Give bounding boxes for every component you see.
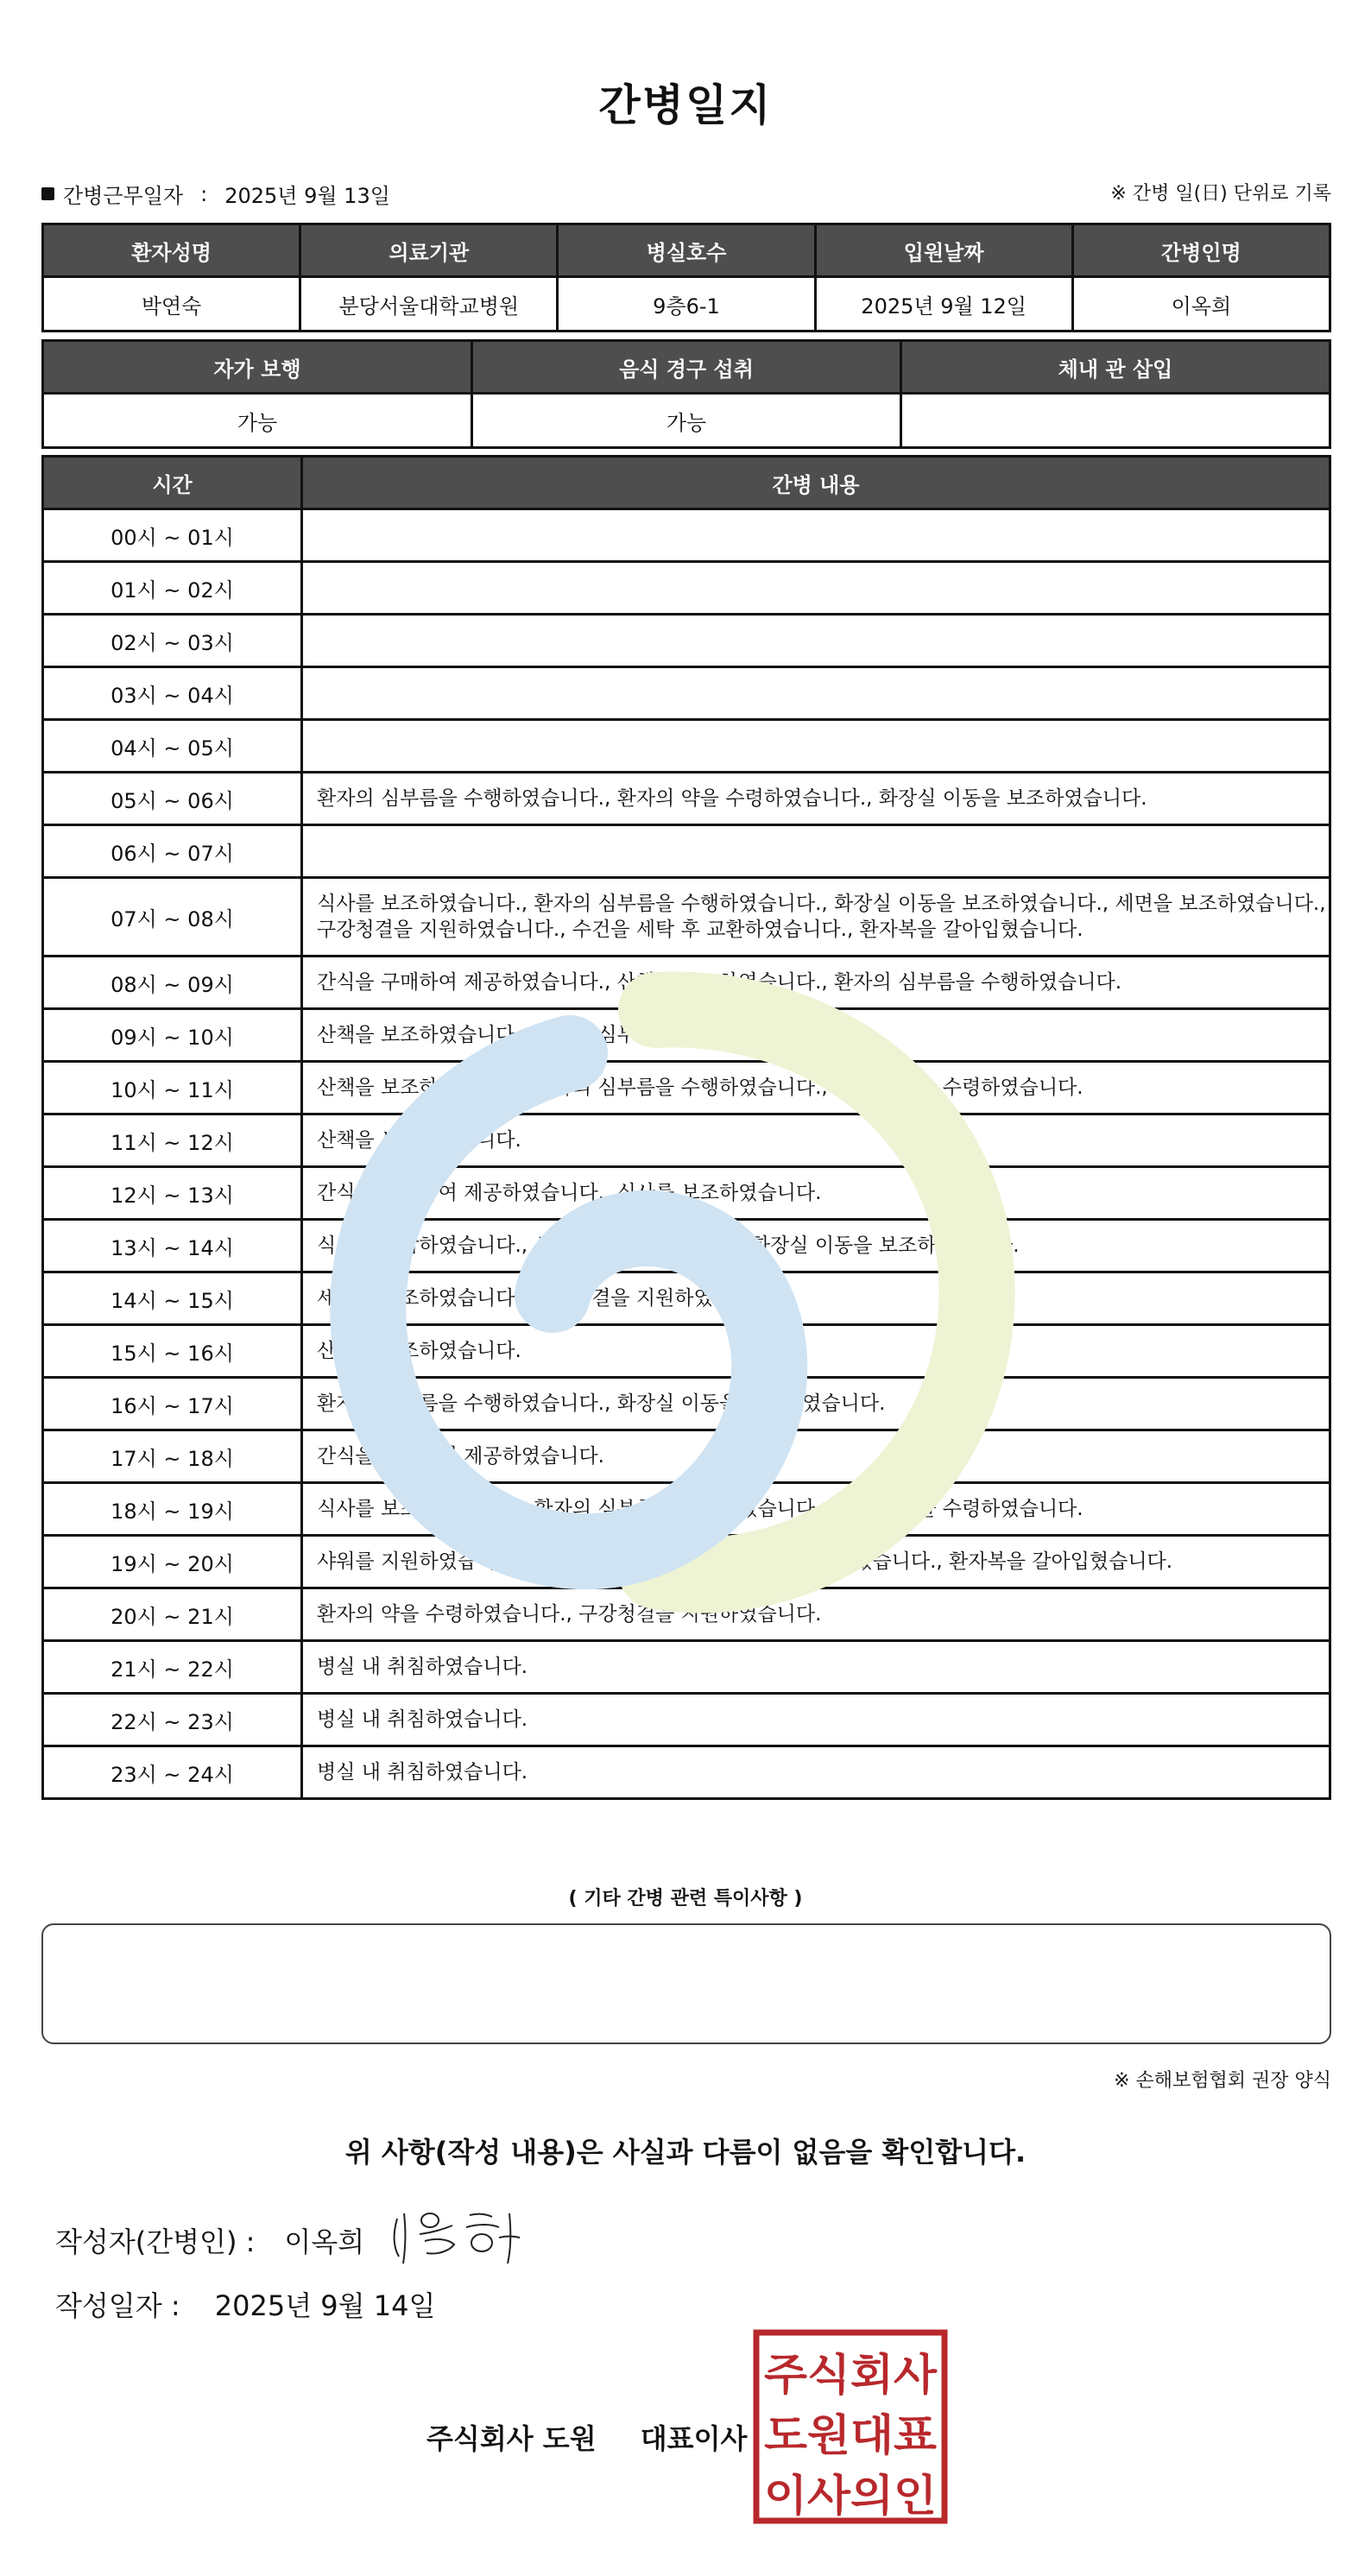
work-date-value: 2025년 9월 13일 — [224, 184, 390, 208]
care-content-cell: 병실 내 취침하였습니다. — [302, 1746, 1330, 1799]
care-content-cell: 간식을 구매하여 제공하였습니다. — [302, 1430, 1330, 1483]
handwritten-signature — [380, 2203, 544, 2269]
care-log-row — [43, 1536, 1330, 1588]
work-date-line — [41, 179, 390, 209]
care-log-row — [43, 1746, 1330, 1799]
care-log-row — [43, 1694, 1330, 1746]
work-date-separator: : — [200, 181, 208, 206]
tube-insertion-value — [901, 394, 1330, 448]
write-date-line — [55, 2284, 435, 2324]
care-content-cell — [302, 615, 1330, 667]
care-content-cell: 식기를 반납하였습니다., 산책을 보조하였습니다., 화장실 이동을 보조하였습니다. — [302, 1220, 1330, 1272]
care-content-cell: 환자의 심부름을 수행하였습니다., 화장실 이동을 보조하였습니다. — [302, 1378, 1330, 1430]
header-oral-intake: 음식 경구 섭취 — [472, 341, 901, 394]
care-content-cell: 병실 내 취침하였습니다. — [302, 1641, 1330, 1694]
care-log-row — [43, 720, 1330, 773]
writer-name: 이옥희 — [284, 2226, 365, 2258]
header-care-content: 간병 내용 — [302, 457, 1330, 509]
document-title: 간병일지 — [598, 80, 773, 130]
special-notes-title: ( 기타 간병 관련 특이사항 ) — [568, 1888, 803, 1910]
care-log-row — [43, 1272, 1330, 1325]
care-log-row — [43, 825, 1330, 878]
care-log-row — [43, 1220, 1330, 1272]
company-line — [426, 2417, 747, 2457]
care-content-cell: 세면을 보조하였습니다., 구강청결을 지원하였습니다. — [302, 1272, 1330, 1325]
patient-status-header-row — [43, 341, 1330, 394]
care-log-row — [43, 1378, 1330, 1430]
care-log-header-row — [43, 457, 1330, 509]
care-content-cell: 산책을 보조하였습니다., 환자의 심부름을 수행하였습니다., 환자의 약을 수령하였습니다. — [302, 1062, 1330, 1114]
caregiver-name: 이옥희 — [1072, 277, 1330, 331]
writer-label: 작성자(간병인) : — [55, 2226, 256, 2258]
care-time-cell: 17시 ~ 18시 — [43, 1430, 302, 1483]
header-room: 병실호수 — [558, 224, 815, 277]
care-time-cell: 19시 ~ 20시 — [43, 1536, 302, 1588]
svg-text:주식회사: 주식회사 — [764, 2350, 938, 2400]
room-number: 9층6-1 — [558, 277, 815, 331]
care-log-row — [43, 509, 1330, 562]
bullet-square-icon — [41, 187, 54, 200]
care-log-row — [43, 1167, 1330, 1220]
care-time-cell: 01시 ~ 02시 — [43, 562, 302, 615]
admission-date: 2025년 9월 12일 — [815, 277, 1072, 331]
care-time-cell: 03시 ~ 04시 — [43, 667, 302, 720]
care-time-cell: 07시 ~ 08시 — [43, 878, 302, 957]
header-hospital: 의료기관 — [300, 224, 558, 277]
association-form-note: ※ 손해보험협회 권장 양식 — [1114, 2070, 1331, 2092]
care-time-cell: 10시 ~ 11시 — [43, 1062, 302, 1114]
care-content-cell: 간식을 구매하여 제공하였습니다., 산책을 보조하였습니다., 환자의 심부름을 수행하였습니다. — [302, 957, 1330, 1009]
svg-text:이사의인: 이사의인 — [764, 2471, 937, 2521]
care-time-cell: 02시 ~ 03시 — [43, 615, 302, 667]
care-time-cell: 15시 ~ 16시 — [43, 1325, 302, 1378]
care-time-cell: 23시 ~ 24시 — [43, 1746, 302, 1799]
special-notes-box — [41, 1923, 1331, 2044]
care-time-cell: 06시 ~ 07시 — [43, 825, 302, 878]
care-time-cell: 13시 ~ 14시 — [43, 1220, 302, 1272]
care-content-cell: 병실 내 취침하였습니다. — [302, 1694, 1330, 1746]
care-time-cell: 09시 ~ 10시 — [43, 1009, 302, 1062]
care-content-cell: 산책을 보조하였습니다., 환자의 심부름을 수행하였습니다. — [302, 1009, 1330, 1062]
care-content-cell: 식사를 보조하였습니다., 환자의 심부름을 수행하였습니다., 환자의 약을 수령하였습니다. — [302, 1483, 1330, 1536]
care-log-table — [41, 455, 1331, 1800]
care-log-row — [43, 1009, 1330, 1062]
care-time-cell: 08시 ~ 09시 — [43, 957, 302, 1009]
oral-intake-value: 가능 — [472, 394, 901, 448]
self-walking-value: 가능 — [43, 394, 472, 448]
care-time-cell: 04시 ~ 05시 — [43, 720, 302, 773]
patient-name: 박연숙 — [43, 277, 300, 331]
care-log-row — [43, 615, 1330, 667]
care-content-cell: 환자의 심부름을 수행하였습니다., 환자의 약을 수령하였습니다., 화장실 이동을 보조하였습니다. — [302, 773, 1330, 825]
care-time-cell: 21시 ~ 22시 — [43, 1641, 302, 1694]
care-time-cell: 11시 ~ 12시 — [43, 1114, 302, 1167]
care-content-cell — [302, 720, 1330, 773]
patient-status-value-row — [43, 394, 1330, 448]
header-tube-insertion: 체내 관 삽입 — [901, 341, 1330, 394]
care-time-cell: 16시 ~ 17시 — [43, 1378, 302, 1430]
care-log-row — [43, 667, 1330, 720]
care-log-row — [43, 1430, 1330, 1483]
care-time-cell: 14시 ~ 15시 — [43, 1272, 302, 1325]
care-log-row — [43, 878, 1330, 957]
write-date-value: 2025년 9월 14일 — [214, 2289, 436, 2322]
company-seal-stamp — [753, 2329, 948, 2524]
care-content-cell — [302, 562, 1330, 615]
care-log-row — [43, 1114, 1330, 1167]
care-content-cell: 산책을 보조하였습니다. — [302, 1114, 1330, 1167]
care-time-cell: 20시 ~ 21시 — [43, 1588, 302, 1641]
patient-status-table — [41, 339, 1331, 449]
svg-text:도원대표: 도원대표 — [764, 2410, 938, 2460]
patient-info-header-row — [43, 224, 1330, 277]
care-time-cell: 18시 ~ 19시 — [43, 1483, 302, 1536]
header-patient-name: 환자성명 — [43, 224, 300, 277]
care-time-cell: 12시 ~ 13시 — [43, 1167, 302, 1220]
care-log-row — [43, 957, 1330, 1009]
header-caregiver-name: 간병인명 — [1072, 224, 1330, 277]
work-date-label: 간병근무일자 — [63, 184, 184, 208]
patient-info-value-row — [43, 277, 1330, 331]
care-content-cell — [302, 509, 1330, 562]
patient-info-table — [41, 223, 1331, 332]
writer-line — [55, 2220, 364, 2260]
care-time-cell: 22시 ~ 23시 — [43, 1694, 302, 1746]
care-log-row — [43, 1641, 1330, 1694]
company-ceo-title: 대표이사 — [640, 2422, 748, 2455]
confirmation-statement: 위 사항(작성 내용)은 사실과 다름이 없음을 확인합니다. — [344, 2136, 1027, 2169]
care-log-row — [43, 1588, 1330, 1641]
care-content-cell: 식사를 보조하였습니다., 환자의 심부름을 수행하였습니다., 화장실 이동을 보조하였습니다., 세면을 보조하였습니다., 구강청결을 지원하였습니다., 수건을 세탁 후 교환하였습니다., 환자복을 갈아입혔습니다. — [302, 878, 1330, 957]
care-content-cell — [302, 825, 1330, 878]
header-self-walking: 자가 보행 — [43, 341, 472, 394]
header-time: 시간 — [43, 457, 302, 509]
care-content-cell: 산책을 보조하였습니다. — [302, 1325, 1330, 1378]
care-content-cell: 환자의 약을 수령하였습니다., 구강청결을 지원하였습니다. — [302, 1588, 1330, 1641]
write-date-label: 작성일자 : — [55, 2289, 180, 2322]
care-content-cell — [302, 667, 1330, 720]
care-log-row — [43, 562, 1330, 615]
hospital-name: 분당서울대학교병원 — [300, 277, 558, 331]
care-log-row — [43, 1062, 1330, 1114]
care-time-cell: 00시 ~ 01시 — [43, 509, 302, 562]
care-log-row — [43, 773, 1330, 825]
care-log-row — [43, 1483, 1330, 1536]
header-admission-date: 입원날짜 — [815, 224, 1072, 277]
care-time-cell: 05시 ~ 06시 — [43, 773, 302, 825]
care-content-cell: 간식을 구매하여 제공하였습니다., 식사를 보조하였습니다. — [302, 1167, 1330, 1220]
care-log-row — [43, 1325, 1330, 1378]
company-name: 주식회사 도원 — [426, 2422, 597, 2455]
care-content-cell: 샤워를 지원하였습니다., 발을 씻겨주었습니다., 세면을 보조하였습니다., 환자복을 갈아입혔습니다. — [302, 1536, 1330, 1588]
record-unit-note: ※ 간병 일(日) 단위로 기록 — [1110, 183, 1331, 205]
